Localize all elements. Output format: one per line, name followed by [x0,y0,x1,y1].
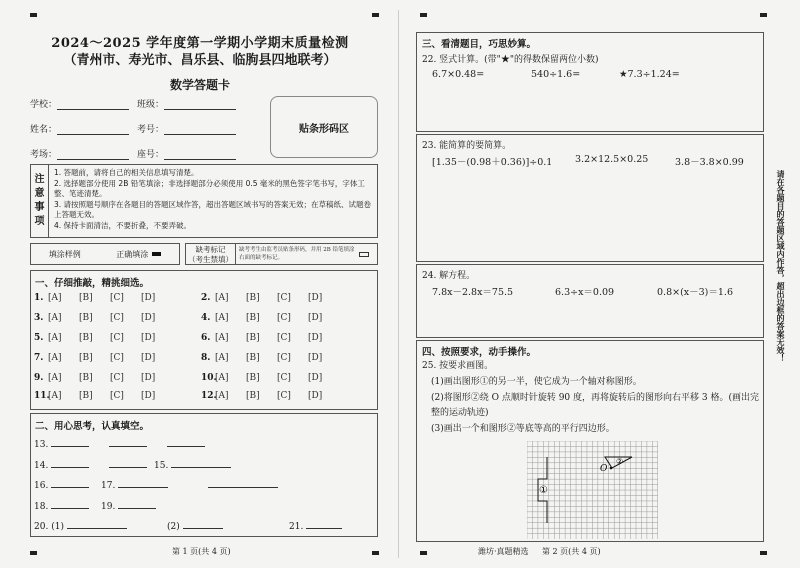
fill-item-16[interactable]: 16. [34,479,89,491]
mc-question-row [201,293,339,303]
mc-option-bubble[interactable]: [B] [79,373,93,383]
fill-item-21[interactable]: 21. [289,520,342,532]
mc-question-row [201,391,339,401]
q22-item: ★7.3÷1.24= [619,69,680,80]
mc-question-row [201,333,339,343]
mc-option-bubble[interactable]: [B] [246,313,260,323]
class-field[interactable] [137,97,236,110]
mc-option-bubble[interactable]: [A] [48,373,62,383]
mc-question-number: 5. [34,333,44,343]
shape-1-label: ① [539,485,548,496]
sample-correct-label: 正确填涂 [116,249,149,259]
section4-title: 四、按照要求，动手操作。 [422,347,537,358]
notice-item: 2. 选择题部分使用 2B 铅笔填涂；非选择题部分必须使用 0.5 毫米的黑色签字笔书写，字体工整、笔迹清楚。 [54,178,365,198]
page-divider [398,10,399,558]
mc-question-number: 9. [34,373,44,383]
mc-question-number: 6. [201,333,211,343]
absent-mark-box [185,243,378,265]
point-o [610,467,613,470]
q25-item: (2)将图形②绕 O 点顺时针旋转 90 度，再将旋转后的图形向右平移 3 格。(画出完 [431,393,759,403]
card-title: 数学答题卡 [169,78,230,92]
mc-option-bubble[interactable]: [A] [215,293,229,303]
mc-option-bubble[interactable]: [A] [48,293,62,303]
q25-item: (1)画出图形①的另一半，使它成为一个轴对称图形。 [431,377,642,387]
registration-mark [420,13,427,17]
mc-option-bubble[interactable]: [C] [277,353,291,363]
registration-mark [372,13,379,17]
mc-option-bubble[interactable]: [B] [79,391,93,401]
filled-mark-icon [152,252,161,256]
mc-question-row [34,333,172,343]
mc-question-row [201,353,339,363]
q24-box [416,264,764,338]
notice-box [30,164,378,238]
room-field[interactable] [30,147,129,160]
section2-title: 二、用心思考，认真填空。 [35,421,150,432]
mc-option-bubble[interactable]: [C] [277,293,291,303]
q23-box [416,134,764,262]
drawing-grid[interactable] [527,441,658,539]
mc-option-bubble[interactable]: [B] [246,293,260,303]
class-label: 班级： [137,100,165,110]
mc-question-number: 10. [201,373,217,383]
mc-question-row [34,353,172,363]
mc-option-bubble[interactable]: [D] [141,373,156,383]
mc-option-bubble[interactable]: [D] [141,313,156,323]
page-footer-right: 第 2 页(共 4 页) [542,547,601,556]
q23-title: 23. 能简算的要简算。 [422,141,512,151]
mc-option-bubble[interactable]: [A] [48,353,62,363]
mc-option-bubble[interactable]: [C] [110,333,124,343]
mc-option-bubble[interactable]: [B] [246,353,260,363]
mc-option-bubble[interactable]: [C] [110,293,124,303]
mc-question-number: 12. [201,391,217,401]
school-field[interactable] [30,97,129,110]
mc-option-bubble[interactable]: [D] [141,293,156,303]
fill-item-15[interactable]: 15. [154,459,231,471]
fill-item-17[interactable]: 17. [101,479,278,491]
mc-option-bubble[interactable]: [A] [215,391,229,401]
exam-no-label: 考号： [137,125,165,135]
absent-sublabel: （考生禁填） [188,255,233,264]
mc-option-bubble[interactable]: [A] [215,373,229,383]
mc-option-bubble[interactable]: [B] [246,333,260,343]
q22-item: 540÷1.6= [531,69,581,80]
sample-label: 填涂样例 [48,249,81,259]
mc-option-bubble[interactable]: [D] [141,353,156,363]
school-label: 学校： [30,100,58,110]
mc-question-row [201,373,339,383]
exam-no-field[interactable] [137,122,236,135]
registration-mark [760,13,767,17]
section1-title: 一、仔细推敲，精挑细选。 [35,278,150,289]
mc-option-bubble[interactable]: [C] [110,391,124,401]
q22-title: 22. 竖式计算。(带"★"的得数保留两位小数) [422,55,599,65]
mc-option-bubble[interactable]: [C] [110,313,124,323]
q23-item: [1.35－(0.98＋0.36)]÷0.1 [432,157,553,168]
mc-option-bubble[interactable]: [A] [48,313,62,323]
mc-question-row [201,313,339,323]
point-o-label: O [600,464,608,474]
mc-option-bubble[interactable]: [C] [110,373,124,383]
mc-option-bubble[interactable]: [A] [215,333,229,343]
q22-item: 6.7×0.48= [432,69,485,80]
mc-option-bubble[interactable]: [B] [246,391,260,401]
section-calculation [416,32,764,132]
barcode-label: 贴条形码区 [299,123,349,135]
mc-option-bubble[interactable]: [B] [79,293,93,303]
mc-option-bubble[interactable]: [C] [277,313,291,323]
barcode-area [270,96,378,158]
mc-option-bubble[interactable]: [C] [277,333,291,343]
fill-sample [30,243,180,265]
fill-item-13[interactable]: 13. [34,438,205,450]
fill-item-18[interactable]: 18. [34,500,89,512]
side-notice: 请在各题目的答题区域内作答，超出边框的答案无效！ [776,170,786,362]
mc-option-bubble[interactable]: [B] [246,373,260,383]
registration-mark [30,551,37,555]
mc-question-row [34,293,172,303]
absent-label: 缺考标记 [195,245,226,254]
q24-item: 6.3÷x＝0.09 [555,287,615,298]
mc-option-bubble[interactable]: [A] [215,353,229,363]
shape-2-label: ② [616,457,624,466]
mc-question-number: 11. [34,391,50,401]
mc-question-row [34,373,172,383]
mc-question-number: 7. [34,353,44,363]
exam-subtitle: （青州市、寿光市、昌乐县、临朐县四地联考） [63,53,337,68]
page-footer-left: 第 1 页(共 4 页) [172,547,231,556]
fill-item-19[interactable]: 19. [101,500,156,512]
mc-option-bubble[interactable]: [D] [308,353,323,363]
registration-mark [30,13,37,17]
mc-option-bubble[interactable]: [D] [141,333,156,343]
mc-question-number: 2. [201,293,211,303]
section3-title: 三、看清题目，巧思妙算。 [422,39,537,50]
mc-option-bubble[interactable]: [C] [110,353,124,363]
footer-center: 潍坊·真题精选 [478,547,529,556]
mc-option-bubble[interactable]: [A] [48,333,62,343]
mc-option-bubble[interactable]: [C] [277,391,291,401]
notice-item: 3. 请按照题号顺序在各题目的答题区域作答，超出答题区域书写的答案无效；在草稿纸、试题卷上答题无效。 [54,199,372,219]
exam-title: 2024～2025 学年度第一学期小学期末质量检测 [51,36,349,51]
mc-option-bubble[interactable]: [A] [215,313,229,323]
mc-option-bubble[interactable]: [B] [79,313,93,323]
mc-option-bubble[interactable]: [D] [308,333,323,343]
mc-option-bubble[interactable]: [A] [48,391,62,401]
mc-option-bubble[interactable]: [D] [308,391,323,401]
mc-option-bubble[interactable]: [D] [308,313,323,323]
registration-mark [420,551,427,555]
mc-question-row [34,391,172,401]
fill-item-20[interactable]: 20. (1) (2) [34,520,223,532]
mc-option-bubble[interactable]: [D] [308,293,323,303]
absent-checkbox[interactable] [359,252,369,257]
q25-title: 25. 按要求画图。 [422,361,494,371]
mc-option-bubble[interactable]: [D] [308,373,323,383]
mc-option-bubble[interactable]: [D] [141,391,156,401]
q24-title: 24. 解方程。 [422,271,476,281]
seat-label: 座号： [137,150,165,160]
section-fill-blank [30,413,378,537]
room-label: 考场： [30,150,58,160]
fill-item-14[interactable]: 14. [34,459,147,471]
q23-item: 3.2×12.5×0.25 [575,154,649,165]
section-multiple-choice [30,270,378,410]
mc-option-bubble[interactable]: [C] [277,373,291,383]
q25-item: 整的运动轨迹) [431,408,489,418]
q24-item: 0.8×(x－3)＝1.6 [657,287,733,298]
seat-field[interactable] [137,147,236,160]
mc-question-number: 4. [201,313,211,323]
registration-mark [372,551,379,555]
mc-question-number: 3. [34,313,44,323]
mc-option-bubble[interactable]: [B] [79,353,93,363]
q24-item: 7.8x－2.8x＝75.5 [432,287,514,298]
registration-mark [760,551,767,555]
mc-option-bubble[interactable]: [B] [79,333,93,343]
q23-item: 3.8－3.8×0.99 [675,157,744,168]
name-label: 姓名： [30,125,58,135]
q25-item: (3)画出一个和图形②等底等高的平行四边形。 [431,424,615,434]
notice-item: 4. 保持卡面清洁，不要折叠，不要弄破。 [54,220,192,230]
mc-question-number: 1. [34,293,44,303]
notice-item: 1. 答题前，请将自己的相关信息填写清楚。 [54,168,199,177]
notice-label: 注 意 事 项 [31,165,49,237]
mc-question-number: 8. [201,353,211,363]
name-field[interactable] [30,122,129,135]
mc-question-row [34,313,172,323]
absent-description: 缺考考生由监考员贴条形码，并用 2B 铅笔填涂右面的缺考标记。 [239,247,355,261]
